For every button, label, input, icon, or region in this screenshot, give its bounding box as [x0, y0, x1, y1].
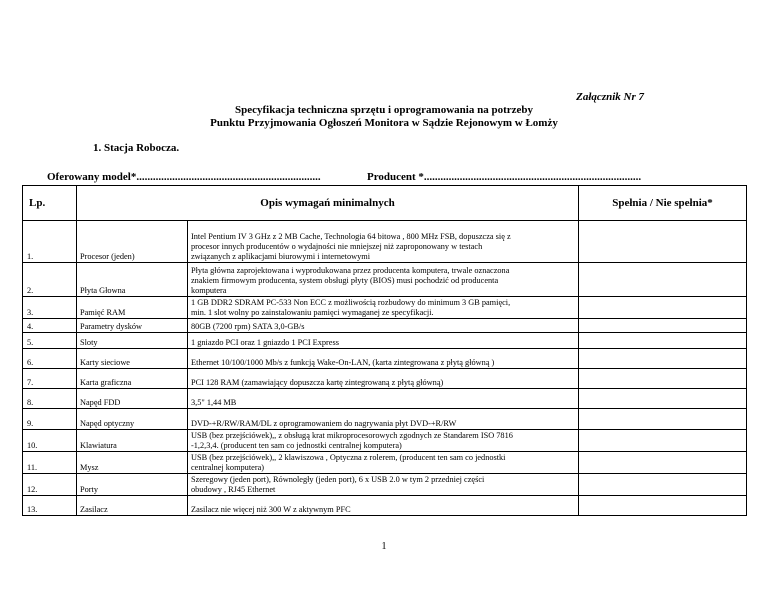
description-line: komputera [191, 286, 227, 295]
component-name: Napęd FDD [77, 389, 188, 409]
component-name: Klawiatura [77, 430, 188, 452]
requirement-description [188, 349, 579, 369]
description-line: 1 GB DDR2 SDRAM PC-533 Non ECC z możliwością rozbudowy do minimum 3 GB pamięci, [191, 298, 511, 307]
description-line: procesor innych producentów o wydajności nie mniejszej niż zaproponowany w testach [191, 242, 483, 251]
title-line-1: Specyfikacja techniczna sprzętu i oprogramowania na potrzeby [235, 104, 533, 116]
header-compliance: Spełnia / Nie spełnia* [579, 186, 747, 221]
compliance-cell[interactable] [579, 369, 747, 389]
compliance-cell[interactable] [579, 474, 747, 496]
header-description: Opis wymagań minimalnych [77, 186, 579, 221]
section-title: 1. Stacja Robocza. [93, 142, 180, 154]
document-title [0, 104, 768, 130]
row-number: 6. [23, 349, 77, 369]
description-line: związanych z aplikacjami biurowymi i internetowymi [191, 252, 371, 261]
description-line: USB (bez przejściówek),, z obsługą krat mikroprocesorowych zgodnych ze Standarem ISO 7816 [191, 431, 513, 440]
compliance-cell[interactable] [579, 263, 747, 297]
table-row [23, 349, 747, 369]
row-number: 3. [23, 297, 77, 319]
component-name: Pamięć RAM [77, 297, 188, 319]
component-name: Napęd optyczny [77, 409, 188, 430]
description-line: centralnej komputera) [191, 463, 265, 472]
component-name: Płyta Głowna [77, 263, 188, 297]
requirement-description [188, 263, 579, 297]
table-row [23, 452, 747, 474]
table-row [23, 369, 747, 389]
component-name: Zasilacz [77, 496, 188, 516]
row-number: 1. [23, 221, 77, 263]
requirement-description [188, 319, 579, 333]
compliance-cell[interactable] [579, 496, 747, 516]
row-number: 9. [23, 409, 77, 430]
description-line: obudowy , RJ45 Ethernet [191, 485, 276, 494]
row-number: 4. [23, 319, 77, 333]
title-line-2: Punktu Przyjmowania Ogłoszeń Monitora w Sądzie Rejonowym w Łomży [210, 117, 558, 129]
description-line: USB (bez przejściówek),, 2 klawiszowa , Optyczna z rolerem, (producent ten sam co jednostki [191, 453, 506, 462]
requirement-description [188, 221, 579, 263]
table-row [23, 430, 747, 452]
table-row [23, 474, 747, 496]
requirement-description [188, 430, 579, 452]
component-name: Mysz [77, 452, 188, 474]
requirement-description [188, 297, 579, 319]
requirement-description [188, 333, 579, 349]
row-number: 7. [23, 369, 77, 389]
description-line: Ethernet 10/100/1000 Mb/s z funkcją Wake-On-LAN, (karta zintegrowana z płytą główną ) [191, 358, 495, 367]
table-header-row [23, 186, 747, 221]
row-number: 8. [23, 389, 77, 409]
table-row [23, 496, 747, 516]
compliance-cell[interactable] [579, 349, 747, 369]
producer-field: Producent *............................................................................... [367, 171, 642, 183]
specification-table [22, 185, 747, 516]
component-name: Karta graficzna [77, 369, 188, 389]
component-name: Procesor (jeden) [77, 221, 188, 263]
table-row [23, 221, 747, 263]
requirement-description [188, 496, 579, 516]
row-number: 13. [23, 496, 77, 516]
compliance-cell[interactable] [579, 430, 747, 452]
description-line: -1,2,3,4. (producent ten sam co jednostki centralnej komputera) [191, 441, 402, 450]
component-name: Karty sieciowe [77, 349, 188, 369]
compliance-cell[interactable] [579, 297, 747, 319]
compliance-cell[interactable] [579, 452, 747, 474]
description-line: 1 gniazdo PCI oraz 1 gniazdo 1 PCI Express [191, 338, 339, 347]
header-lp: Lp. [23, 186, 77, 221]
description-line: Intel Pentium IV 3 GHz z 2 MB Cache, Technologia 64 bitowa , 800 MHz FSB, dopuszcza się z [191, 232, 511, 241]
row-number: 10. [23, 430, 77, 452]
row-number: 2. [23, 263, 77, 297]
compliance-cell[interactable] [579, 319, 747, 333]
compliance-cell[interactable] [579, 389, 747, 409]
requirement-description [188, 389, 579, 409]
requirement-description [188, 409, 579, 430]
description-line: min. 1 slot wolny po zainstalowaniu pamięci wymaganej ze specyfikacji. [191, 308, 434, 317]
table-row [23, 389, 747, 409]
description-line: znakiem firmowym producenta, system obsługi płyty (BIOS) musi pochodzić od producenta [191, 276, 499, 285]
table-row [23, 409, 747, 430]
table-row [23, 297, 747, 319]
row-number: 5. [23, 333, 77, 349]
row-number: 12. [23, 474, 77, 496]
description-line: DVD-+R/RW/RAM/DL z oprogramowaniem do nagrywania płyt DVD-+R/RW [191, 419, 457, 428]
requirement-description [188, 452, 579, 474]
description-line: 80GB (7200 rpm) SATA 3,0-GB/s [191, 322, 305, 331]
offered-model-field: Oferowany model*................................................................... [47, 171, 321, 183]
compliance-cell[interactable] [579, 333, 747, 349]
component-name: Porty [77, 474, 188, 496]
description-line: Zasilacz nie więcej niż 300 W z aktywnym PFC [191, 505, 351, 514]
table-row [23, 263, 747, 297]
requirement-description [188, 474, 579, 496]
compliance-cell[interactable] [579, 409, 747, 430]
row-number: 11. [23, 452, 77, 474]
requirement-description [188, 369, 579, 389]
description-line: 3,5" 1,44 MB [191, 398, 237, 407]
description-line: Płyta główna zaprojektowana i wyprodukowana przez producenta komputera, trwale oznaczona [191, 266, 510, 275]
annex-label: Załącznik Nr 7 [576, 91, 644, 103]
component-name: Parametry dysków [77, 319, 188, 333]
table-row [23, 319, 747, 333]
description-line: PCI 128 RAM (zamawiający dopuszcza kartę zintegrowaną z płytą główną) [191, 378, 444, 387]
table-row [23, 333, 747, 349]
page-number: 1 [381, 541, 387, 552]
description-line: Szeregowy (jeden port), Równoległy (jeden port), 6 x USB 2.0 w tym 2 przedniej części [191, 475, 485, 484]
compliance-cell[interactable] [579, 221, 747, 263]
component-name: Sloty [77, 333, 188, 349]
